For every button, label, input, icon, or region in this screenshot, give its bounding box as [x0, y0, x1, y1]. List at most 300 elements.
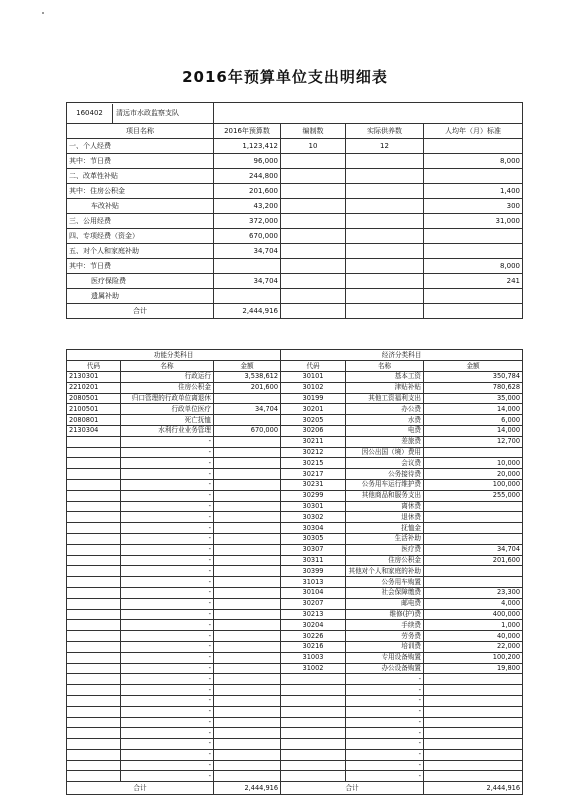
functional-name: - [121, 566, 214, 577]
economic-amount [424, 674, 523, 685]
functional-amount [214, 533, 281, 544]
functional-amount [214, 706, 281, 717]
summary-std [424, 244, 523, 259]
functional-name: - [121, 631, 214, 642]
functional-code [67, 501, 121, 512]
detail-row [67, 749, 523, 760]
functional-name: - [121, 717, 214, 728]
functional-amount [214, 512, 281, 523]
summary-name: 合计 [67, 304, 214, 319]
economic-amount: 4,000 [424, 598, 523, 609]
summary-row [67, 244, 523, 259]
summary-name: 其中：住房公积金 [67, 184, 214, 199]
functional-name: - [121, 598, 214, 609]
economic-amount [424, 706, 523, 717]
summary-row [67, 274, 523, 289]
economic-amount [424, 512, 523, 523]
section-title-row [67, 350, 523, 361]
summary-row [67, 259, 523, 274]
functional-name: - [121, 490, 214, 501]
economic-amount: 255,000 [424, 490, 523, 501]
economic-name: 公务接待费 [346, 469, 424, 480]
functional-amount [214, 544, 281, 555]
detail-row [67, 641, 523, 652]
functional-name: - [121, 479, 214, 490]
functional-amount [214, 641, 281, 652]
summary-std: 1,400 [424, 184, 523, 199]
functional-amount [214, 479, 281, 490]
summary-budget: 670,000 [214, 229, 281, 244]
functional-code [67, 469, 121, 480]
summary-row [67, 199, 523, 214]
summary-staff [281, 154, 346, 169]
detail-header-row [67, 361, 523, 372]
functional-code [67, 641, 121, 652]
economic-code: 30231 [281, 479, 346, 490]
summary-name: 其中：节日费 [67, 259, 214, 274]
functional-name: - [121, 760, 214, 771]
summary-actual [346, 259, 424, 274]
detail-row [67, 393, 523, 404]
summary-actual: 12 [346, 139, 424, 154]
summary-table [66, 102, 523, 319]
scan-speck [42, 12, 44, 14]
functional-code: 2100501 [67, 404, 121, 415]
functional-name: 归口管理的行政单位离退休 [121, 393, 214, 404]
functional-section-title: 功能分类科目 [67, 350, 281, 361]
functional-code [67, 760, 121, 771]
economic-code: 31013 [281, 577, 346, 588]
summary-row [67, 154, 523, 169]
summary-row [67, 289, 523, 304]
economic-amount [424, 728, 523, 739]
detail-row [67, 598, 523, 609]
economic-name: 其他商品和服务支出 [346, 490, 424, 501]
functional-name: - [121, 555, 214, 566]
economic-name: - [346, 749, 424, 760]
economic-amount: 19,800 [424, 663, 523, 674]
summary-name: 车改补贴 [67, 199, 214, 214]
economic-code [281, 674, 346, 685]
functional-amount [214, 458, 281, 469]
detail-row [67, 415, 523, 426]
economic-code: 30201 [281, 404, 346, 415]
detail-row [67, 717, 523, 728]
economic-amount: 100,200 [424, 652, 523, 663]
functional-name: - [121, 436, 214, 447]
summary-row [67, 169, 523, 184]
economic-code [281, 728, 346, 739]
economic-section-title: 经济分类科目 [281, 350, 523, 361]
economic-name: - [346, 728, 424, 739]
summary-std: 8,000 [424, 259, 523, 274]
summary-staff [281, 229, 346, 244]
functional-amount [214, 415, 281, 426]
summary-budget: 201,600 [214, 184, 281, 199]
summary-row [67, 304, 523, 319]
economic-code: 31002 [281, 663, 346, 674]
detail-row [67, 501, 523, 512]
economic-name: 邮电费 [346, 598, 424, 609]
functional-name: - [121, 609, 214, 620]
functional-amount [214, 609, 281, 620]
functional-amount [214, 587, 281, 598]
economic-amount [424, 739, 523, 750]
economic-name: 其他工资福利支出 [346, 393, 424, 404]
summary-std [424, 289, 523, 304]
summary-std: 300 [424, 199, 523, 214]
summary-budget: 244,800 [214, 169, 281, 184]
functional-name: 死亡抚恤 [121, 415, 214, 426]
functional-amount [214, 490, 281, 501]
economic-amount: 12,700 [424, 436, 523, 447]
detail-row [67, 706, 523, 717]
detail-row [67, 523, 523, 534]
summary-staff [281, 184, 346, 199]
summary-budget: 43,200 [214, 199, 281, 214]
functional-amount: 3,538,612 [214, 372, 281, 383]
economic-amount: 14,000 [424, 404, 523, 415]
detail-row [67, 728, 523, 739]
functional-name: - [121, 685, 214, 696]
total-right-label: 合计 [281, 782, 424, 795]
functional-amount: 34,704 [214, 404, 281, 415]
summary-actual [346, 274, 424, 289]
detail-header-code: 代码 [67, 361, 121, 372]
functional-code: 2080501 [67, 393, 121, 404]
detail-row [67, 404, 523, 415]
summary-name: 医疗保险费 [67, 274, 214, 289]
economic-name: 离休费 [346, 501, 424, 512]
detail-row [67, 695, 523, 706]
economic-name: 社会保障缴费 [346, 587, 424, 598]
functional-amount [214, 566, 281, 577]
detail-row [67, 447, 523, 458]
economic-code: 30226 [281, 631, 346, 642]
economic-code: 30299 [281, 490, 346, 501]
economic-code: 30305 [281, 533, 346, 544]
economic-amount: 6,000 [424, 415, 523, 426]
detail-row [67, 425, 523, 436]
unit-name: 清远市水政监察支队 [116, 108, 179, 117]
detail-table [66, 349, 523, 795]
economic-name: - [346, 717, 424, 728]
functional-name: - [121, 523, 214, 534]
economic-amount [424, 523, 523, 534]
summary-name: 三、公用经费 [67, 214, 214, 229]
functional-code [67, 555, 121, 566]
economic-amount [424, 771, 523, 782]
functional-code [67, 598, 121, 609]
economic-code [281, 706, 346, 717]
functional-code: 2130301 [67, 372, 121, 383]
functional-amount [214, 555, 281, 566]
economic-code: 30217 [281, 469, 346, 480]
functional-code [67, 512, 121, 523]
functional-code [67, 577, 121, 588]
functional-code [67, 566, 121, 577]
economic-code: 30104 [281, 587, 346, 598]
functional-amount [214, 760, 281, 771]
detail-row [67, 587, 523, 598]
summary-budget: 2,444,916 [214, 304, 281, 319]
economic-code [281, 771, 346, 782]
economic-code: 30301 [281, 501, 346, 512]
functional-amount [214, 631, 281, 642]
summary-actual [346, 289, 424, 304]
economic-code: 30206 [281, 425, 346, 436]
detail-row [67, 771, 523, 782]
summary-name: 五、对个人和家庭补助 [67, 244, 214, 259]
summary-std: 8,000 [424, 154, 523, 169]
functional-code: 2210201 [67, 382, 121, 393]
economic-name: 会议费 [346, 458, 424, 469]
unit-row [67, 103, 523, 124]
detail-header-name2: 名称 [346, 361, 424, 372]
summary-budget: 34,704 [214, 274, 281, 289]
economic-name: 抚恤金 [346, 523, 424, 534]
summary-staff [281, 304, 346, 319]
functional-amount [214, 685, 281, 696]
economic-amount: 23,300 [424, 587, 523, 598]
functional-name: - [121, 447, 214, 458]
economic-name: - [346, 771, 424, 782]
functional-name: 行政运行 [121, 372, 214, 383]
economic-name: 差旅费 [346, 436, 424, 447]
economic-name: 住房公积金 [346, 555, 424, 566]
functional-name: 水利行业业务管理 [121, 425, 214, 436]
summary-staff [281, 244, 346, 259]
functional-name: - [121, 652, 214, 663]
functional-code [67, 652, 121, 663]
summary-budget: 96,000 [214, 154, 281, 169]
functional-code [67, 458, 121, 469]
functional-amount [214, 717, 281, 728]
summary-name: 遗属补助 [67, 289, 214, 304]
summary-std [424, 304, 523, 319]
detail-header-code2: 代码 [281, 361, 346, 372]
functional-amount: 201,600 [214, 382, 281, 393]
economic-name: 津贴补贴 [346, 382, 424, 393]
detail-row [67, 760, 523, 771]
functional-name: - [121, 674, 214, 685]
summary-std [424, 139, 523, 154]
economic-name: 公务用车运行维护费 [346, 479, 424, 490]
economic-name: - [346, 739, 424, 750]
economic-amount: 35,000 [424, 393, 523, 404]
economic-code: 30311 [281, 555, 346, 566]
functional-amount [214, 436, 281, 447]
header-budget: 2016年预算数 [214, 124, 281, 139]
economic-amount [424, 577, 523, 588]
functional-code [67, 685, 121, 696]
functional-code [67, 706, 121, 717]
functional-name: - [121, 663, 214, 674]
economic-code: 30304 [281, 523, 346, 534]
functional-amount [214, 739, 281, 750]
summary-actual [346, 244, 424, 259]
detail-row [67, 652, 523, 663]
functional-name: - [121, 458, 214, 469]
summary-std [424, 229, 523, 244]
economic-name: 因公出国（境）费用 [346, 447, 424, 458]
functional-name: - [121, 544, 214, 555]
detail-row [67, 685, 523, 696]
economic-amount [424, 760, 523, 771]
economic-code: 30216 [281, 641, 346, 652]
economic-amount [424, 695, 523, 706]
functional-code [67, 533, 121, 544]
functional-amount [214, 749, 281, 760]
header-actual: 实际供养数 [346, 124, 424, 139]
economic-name: 劳务费 [346, 631, 424, 642]
functional-code [67, 631, 121, 642]
detail-row [67, 469, 523, 480]
economic-amount [424, 566, 523, 577]
economic-code [281, 760, 346, 771]
economic-name: 办公费 [346, 404, 424, 415]
economic-code: 30205 [281, 415, 346, 426]
economic-code: 30199 [281, 393, 346, 404]
detail-row [67, 436, 523, 447]
detail-row [67, 479, 523, 490]
economic-code: 31003 [281, 652, 346, 663]
functional-name: 行政单位医疗 [121, 404, 214, 415]
unit-code: 160402 [67, 104, 113, 123]
functional-code [67, 609, 121, 620]
summary-std: 241 [424, 274, 523, 289]
economic-amount: 22,000 [424, 641, 523, 652]
functional-amount [214, 577, 281, 588]
summary-budget [214, 289, 281, 304]
economic-amount: 201,600 [424, 555, 523, 566]
summary-row [67, 214, 523, 229]
summary-header-row [67, 124, 523, 139]
functional-amount [214, 728, 281, 739]
economic-name: 其他对个人和家庭的补助 [346, 566, 424, 577]
functional-amount [214, 771, 281, 782]
summary-staff [281, 169, 346, 184]
economic-name: 手续费 [346, 620, 424, 631]
detail-row [67, 620, 523, 631]
functional-code [67, 749, 121, 760]
summary-staff: 10 [281, 139, 346, 154]
summary-actual [346, 154, 424, 169]
summary-actual [346, 184, 424, 199]
summary-name: 二、改革性补贴 [67, 169, 214, 184]
page-title: 2016年预算单位支出明细表 [182, 68, 388, 86]
detail-row [67, 663, 523, 674]
summary-name: 四、专项经费（资金） [67, 229, 214, 244]
economic-amount: 780,628 [424, 382, 523, 393]
functional-amount [214, 674, 281, 685]
functional-amount [214, 393, 281, 404]
economic-name: - [346, 706, 424, 717]
economic-amount [424, 501, 523, 512]
detail-row [67, 533, 523, 544]
summary-row [67, 184, 523, 199]
functional-amount [214, 523, 281, 534]
detail-row [67, 577, 523, 588]
functional-name: - [121, 739, 214, 750]
detail-total-row [67, 782, 523, 795]
functional-code [67, 523, 121, 534]
economic-amount: 34,704 [424, 544, 523, 555]
detail-header-amount: 金额 [214, 361, 281, 372]
functional-code [67, 436, 121, 447]
economic-code: 30207 [281, 598, 346, 609]
economic-amount [424, 447, 523, 458]
detail-header-amount2: 金额 [424, 361, 523, 372]
economic-code: 30101 [281, 372, 346, 383]
economic-name: - [346, 695, 424, 706]
economic-name: 维修(护)费 [346, 609, 424, 620]
header-staff: 编制数 [281, 124, 346, 139]
functional-code [67, 663, 121, 674]
economic-amount: 10,000 [424, 458, 523, 469]
economic-amount: 1,000 [424, 620, 523, 631]
economic-code: 30399 [281, 566, 346, 577]
functional-amount [214, 447, 281, 458]
functional-code [67, 447, 121, 458]
summary-budget: 34,704 [214, 244, 281, 259]
detail-row [67, 555, 523, 566]
economic-name: 电费 [346, 425, 424, 436]
functional-amount [214, 598, 281, 609]
detail-header-name: 名称 [121, 361, 214, 372]
total-left-amount: 2,444,916 [214, 782, 281, 795]
economic-code: 30102 [281, 382, 346, 393]
economic-name: - [346, 685, 424, 696]
functional-name: - [121, 501, 214, 512]
economic-name: - [346, 674, 424, 685]
summary-staff [281, 274, 346, 289]
economic-name: 公务用车购置 [346, 577, 424, 588]
functional-code [67, 620, 121, 631]
header-item: 项目名称 [67, 124, 214, 139]
summary-budget: 372,000 [214, 214, 281, 229]
summary-budget: 1,123,412 [214, 139, 281, 154]
summary-staff [281, 214, 346, 229]
economic-amount [424, 533, 523, 544]
functional-code [67, 717, 121, 728]
functional-name: - [121, 706, 214, 717]
functional-name: - [121, 469, 214, 480]
functional-name: - [121, 577, 214, 588]
summary-staff [281, 259, 346, 274]
detail-row [67, 512, 523, 523]
economic-name: 办公设备购置 [346, 663, 424, 674]
functional-code: 2080801 [67, 415, 121, 426]
functional-code [67, 695, 121, 706]
economic-amount: 100,000 [424, 479, 523, 490]
detail-row [67, 631, 523, 642]
economic-amount: 350,784 [424, 372, 523, 383]
detail-row [67, 566, 523, 577]
functional-amount [214, 695, 281, 706]
economic-code [281, 685, 346, 696]
functional-name: - [121, 587, 214, 598]
functional-amount [214, 620, 281, 631]
economic-name: 基本工资 [346, 372, 424, 383]
summary-name: 一、个人经费 [67, 139, 214, 154]
economic-name: 专用设备购置 [346, 652, 424, 663]
economic-name: - [346, 760, 424, 771]
functional-code [67, 728, 121, 739]
economic-amount: 40,000 [424, 631, 523, 642]
functional-name: - [121, 728, 214, 739]
functional-name: 住房公积金 [121, 382, 214, 393]
